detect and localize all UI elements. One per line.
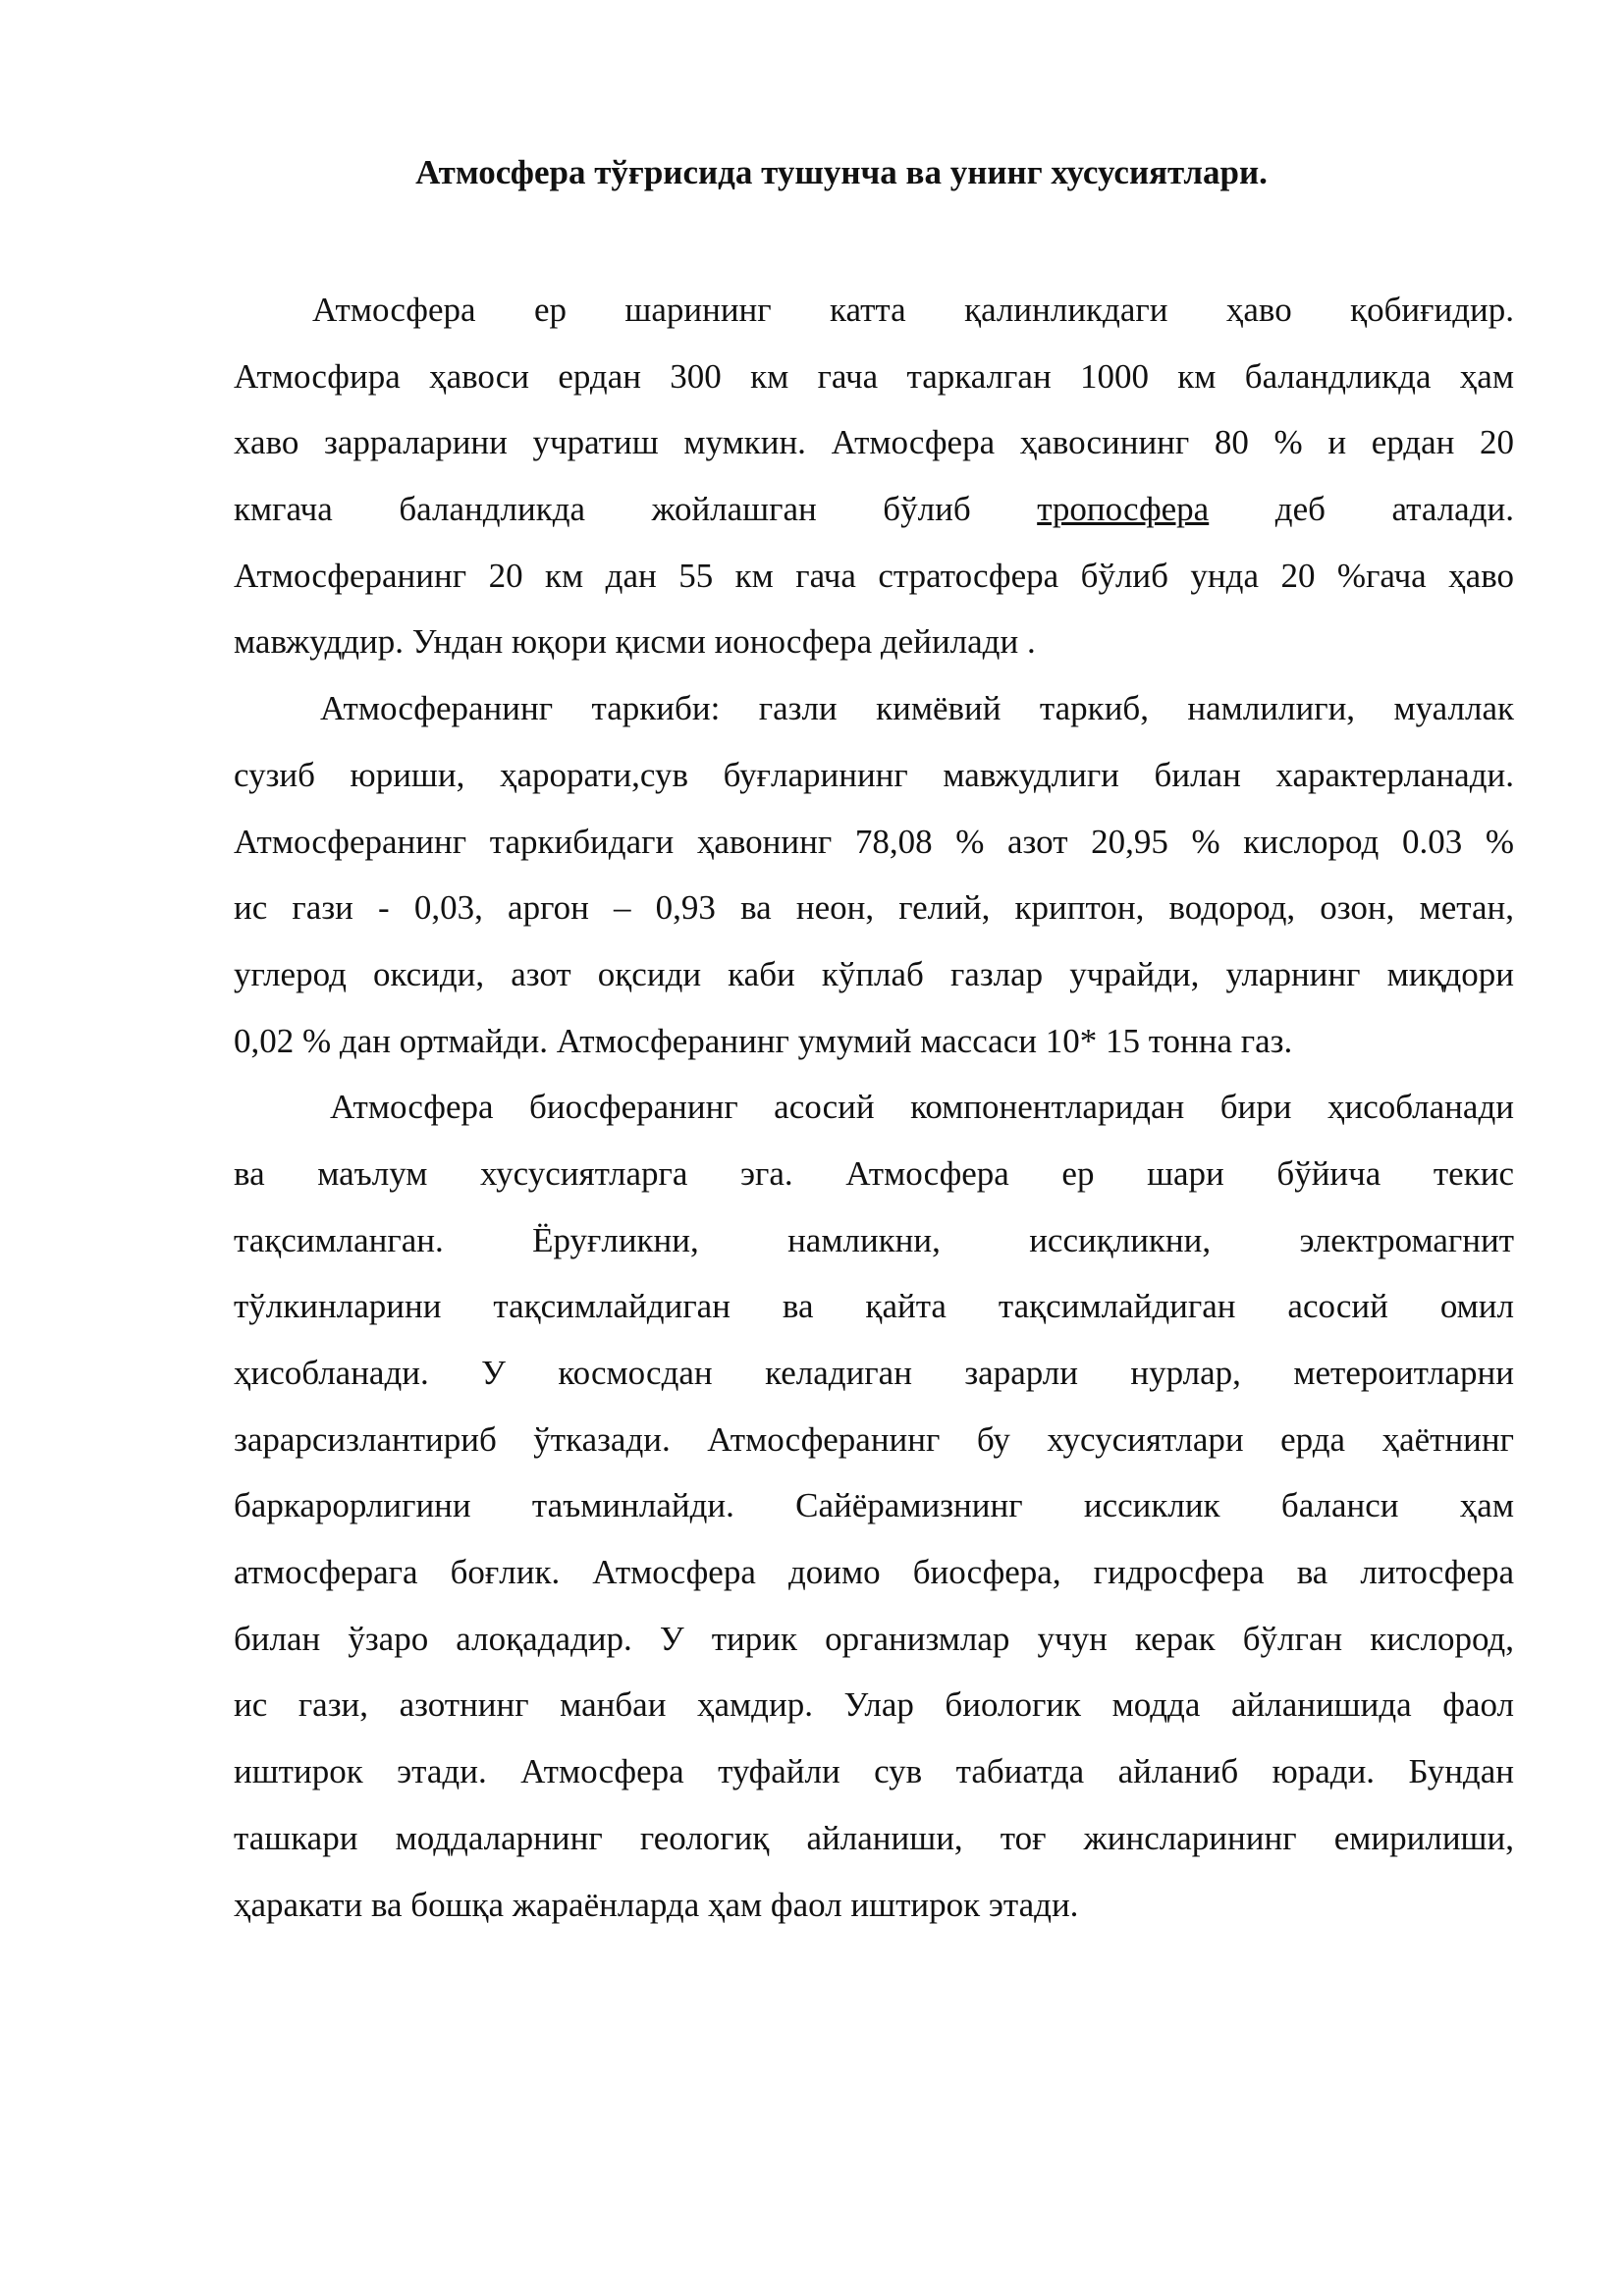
text-line: сузиб юриши, ҳарорати,сув буғларининг мавжудлиги билан характерланади.: [234, 755, 1514, 794]
text-line: атмосферага боғлик. Атмосфера доимо биосфера, гидросфера ва литосфера: [234, 1553, 1514, 1592]
text-line: билан ўзаро алоқададир. У тирик организмлар учун керак бўлган кислород,: [234, 1619, 1514, 1658]
text-line: ҳисобланади. У космосдан келадиган зарарли нурлар, метероитларни: [234, 1354, 1514, 1392]
text-line: ташкари моддаларнинг геологиқ айланиши, тоғ жинсларининг емирилиши,: [234, 1818, 1514, 1857]
text-segment: кмгача баландликда жойлашган бўлиб: [234, 490, 971, 529]
text-line: ис гази - 0,03, аргон – 0,93 ва неон, гелий, криптон, водород, озон, метан,: [234, 888, 1514, 928]
text-line: ва маълум хусусиятларга эга. Атмосфера ер шари бўйича текис: [234, 1153, 1514, 1193]
text-line: иштирок этади. Атмосфера туфайли сув табиатда айланиб юради. Бундан: [234, 1752, 1514, 1791]
text-line: ис гази, азотнинг манбаи ҳамдир. Улар биологик модда айланишида фаол: [234, 1685, 1514, 1725]
text-line: мавжуддир. Ундан юқори қисми ионосфера дейилади .: [234, 622, 1036, 662]
text-line: хаво зарраларини учратиш мумкин. Атмосфера ҳавосининг 80 % и ердан 20: [234, 423, 1514, 462]
text-line: Атмосферанинг таркибидаги ҳавонинг 78,08 % азот 20,95 % кислород 0.03 %: [234, 822, 1514, 861]
text-line: Атмосферанинг таркиби: газли кимёвий таркиб, намлилиги, муаллак: [320, 689, 1514, 728]
text-line: Атмосфира ҳавоси ердан 300 км гача таркалган 1000 км баландликда ҳам: [234, 356, 1514, 396]
text-line: тўлкинларини тақсимлайдиган ва қайта тақсимлайдиган асосий омил: [234, 1287, 1514, 1326]
paragraph-atmosphere-composition: [234, 687, 1514, 1086]
text-line: Атмосфера ер шарининг катта қалинликдаги ҳаво қобиғидир.: [312, 291, 1514, 329]
text-line: Атмосферанинг 20 км дан 55 км гача стратосфера бўлиб унда 20 %гача ҳаво: [234, 556, 1514, 595]
text-line: Атмосфера биосферанинг асосий компонентларидан бири ҳисобланади: [330, 1088, 1514, 1127]
document-body: [234, 289, 1514, 1949]
text-line: углерод оксиди, азот оқсиди каби кўплаб газлар учрайди, уларнинг миқдори: [234, 954, 1514, 993]
text-line: [234, 488, 1514, 555]
paragraph-atmosphere-properties: [234, 1086, 1514, 1949]
text-line: 0,02 % дан ортмайди. Атмосферанинг умумий массаси 10* 15 тонна газ.: [234, 1021, 1293, 1060]
text-line: ҳаракати ва бошқа жараёнларда ҳам фаол иштирок этади.: [234, 1885, 1079, 1924]
document-title: Атмосфера тўғрисида тушунча ва унинг хусусиятлари.: [415, 153, 1268, 191]
text-segment: деб аталади.: [1274, 490, 1514, 529]
text-line: тақсимланган. Ёруғликни, намликни, иссиқликни, электромагнит: [234, 1220, 1514, 1259]
underlined-term: тропосфера: [1037, 490, 1210, 529]
text-line: баркарорлигини таъминлайди. Сайёрамизнинг иссиклик баланси ҳам: [234, 1486, 1514, 1525]
text-line: зарарсизлантириб ўтказади. Атмосферанинг бу хусусиятлари ерда ҳаётнинг: [234, 1419, 1514, 1459]
paragraph-atmosphere-definition: [234, 289, 1514, 687]
